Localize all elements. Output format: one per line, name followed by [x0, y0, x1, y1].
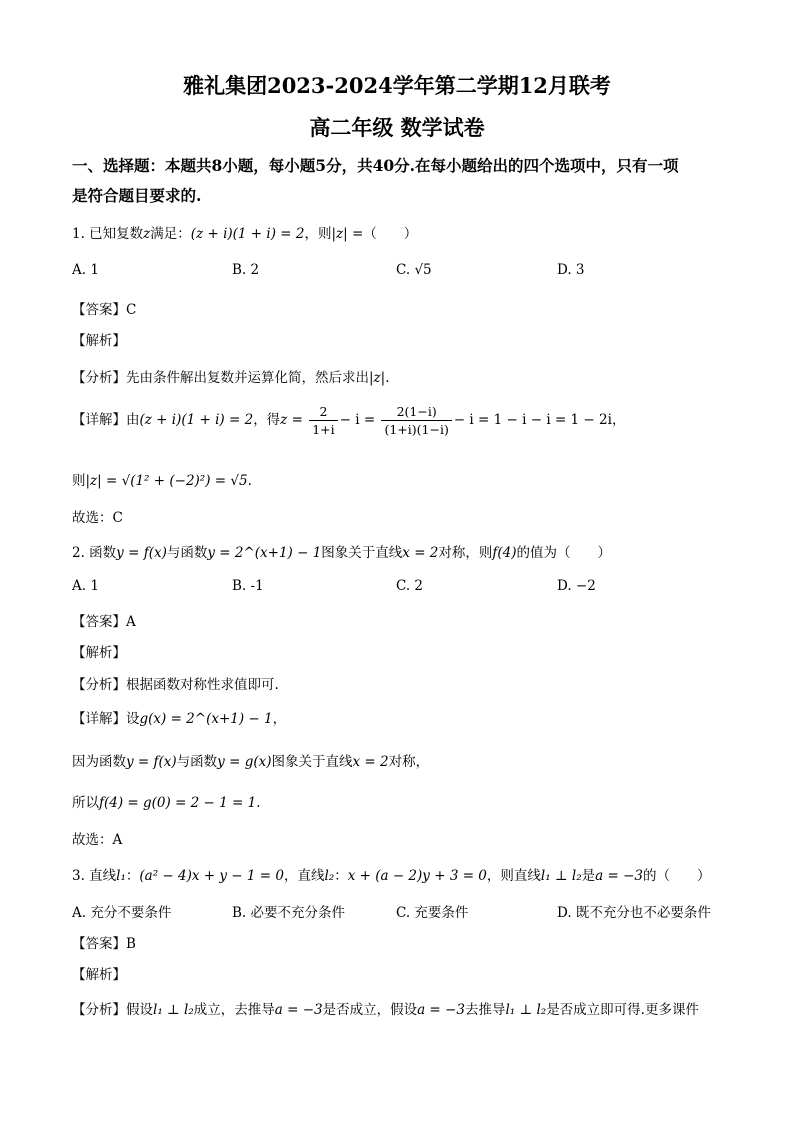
exam-title: 雅礼集团2023-2024学年第二学期12月联考 [183, 73, 611, 98]
q2-fenxi: 【分析】根据函数对称性求值即可. [72, 677, 279, 693]
q2-option-b: B. -1 [232, 578, 264, 594]
section-heading-line2: 是符合题目要求的. [72, 186, 202, 205]
q2-option-d: D. −2 [557, 578, 596, 594]
q2-xiangjie: 【详解】设g(x) = 2^(x+1) − 1， [72, 711, 287, 727]
q3-stem: 3. 直线l₁：(a² − 4)x + y − 1 = 0，直线l₂：x + (a − 2)y + 3 = 0，则直线l₁ ⊥ l₂是a = −3的（ ） [72, 868, 711, 884]
q1-then: 则|z| = √(1² + (−2)²) = √5. [72, 473, 252, 489]
section-heading-line1: 一、选择题：本题共8小题，每小题5分，共40分.在每小题给出的四个选项中，只有一项 [72, 156, 679, 175]
q1-fraction-1: $\frac{2}{1+i}$ [309, 404, 337, 437]
q2-result: 故选：A [72, 832, 123, 848]
q1-xiangjie: 【详解】由(z + i)(1 + i) = 2，得z = $\frac{2}{1+i}$ − i = $\frac{2(1-i)}{(1+i)(1-i)}$ − i = 1 − i − i = 1 − 2i， [72, 404, 626, 437]
q3-fenxi: 【分析】假设l₁ ⊥ l₂成立，去推导a = −3是否成立，假设a = −3去推导l₁ ⊥ l₂是否成立即可得.更多课件 [72, 1002, 699, 1018]
q2-analysis-tag: 【解析】 [72, 645, 126, 661]
q1-stem: 1. 已知复数z满足：(z + i)(1 + i) = 2，则|z| =（ ） [72, 226, 418, 242]
q1-option-d: D. 3 [557, 262, 585, 278]
q3-analysis-tag: 【解析】 [72, 967, 126, 983]
q1-option-c: C. √5 [396, 262, 432, 278]
q2-so: 所以f(4) = g(0) = 2 − 1 = 1. [72, 795, 261, 811]
q1-fraction-2: $\frac{2(1-i)}{(1+i)(1-i)}$ [381, 404, 451, 437]
q1-result: 故选：C [72, 510, 123, 526]
q2-stem: 2. 函数y = f(x)与函数y = 2^(x+1) − 1图象关于直线x = 2对称，则f(4)的值为（ ） [72, 545, 612, 561]
q2-option-a: A. 1 [72, 578, 99, 594]
q1-fenxi: 【分析】先由条件解出复数并运算化简，然后求出|z|. [72, 370, 390, 386]
exam-subtitle: 高二年级 数学试卷 [309, 115, 485, 140]
q3-option-c: C. 充要条件 [396, 905, 469, 921]
q3-option-b: B. 必要不充分条件 [232, 905, 346, 921]
q2-answer: 【答案】A [72, 614, 136, 630]
q1-analysis-tag: 【解析】 [72, 333, 126, 349]
q3-answer: 【答案】B [72, 936, 136, 952]
q2-option-c: C. 2 [396, 578, 424, 594]
q1-option-a: A. 1 [72, 262, 99, 278]
q3-option-a: A. 充分不要条件 [72, 905, 172, 921]
q2-because: 因为函数y = f(x)与函数y = g(x)图象关于直线x = 2对称， [72, 754, 430, 770]
q3-option-d: D. 既不充分也不必要条件 [557, 905, 711, 921]
q1-answer: 【答案】C [72, 302, 137, 318]
q1-option-b: B. 2 [232, 262, 260, 278]
